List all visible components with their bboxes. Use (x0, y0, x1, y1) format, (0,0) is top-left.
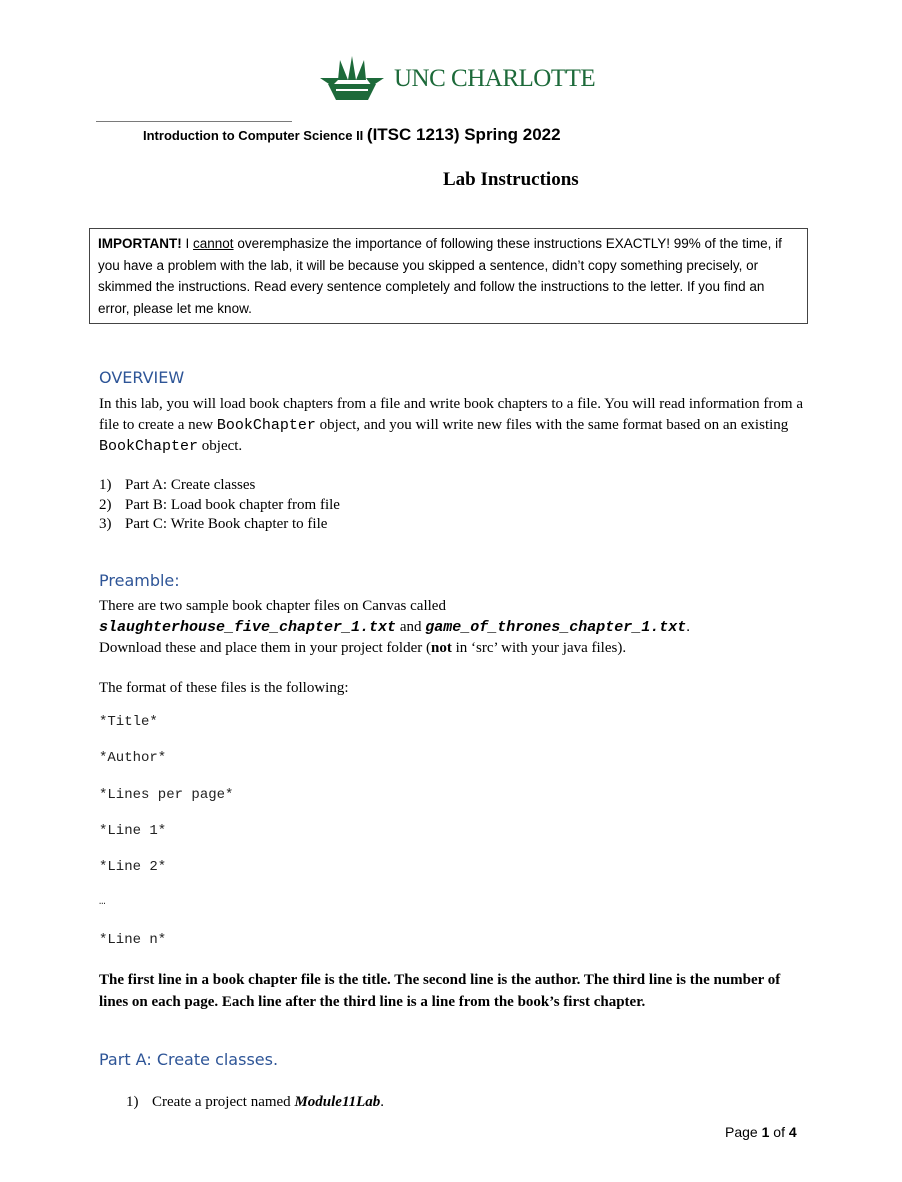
preamble-files-line: slaughterhouse_five_chapter_1.txt and game_of_thrones_chapter_1.txt. (99, 619, 691, 636)
overview-text-2: object, and you will write new files with the same format based on an existing (315, 417, 789, 433)
format-line-1: *Line 1* (99, 823, 167, 839)
file-name-2: game_of_thrones_chapter_1.txt (425, 619, 687, 636)
crown-leaf-icon (318, 56, 386, 102)
preamble-text-1: There are two sample book chapter files on Canvas called (99, 598, 446, 614)
overview-text-3: object. (198, 438, 243, 454)
course-code-term: (ITSC 1213) Spring 2022 (366, 125, 561, 144)
format-ellipsis: … (99, 896, 106, 908)
overview-text-1: In this lab, you will load book chapters from a file and write book chapters to a file. You will read information from a file to create a new (99, 396, 803, 433)
format-line-n: *Line n* (99, 932, 167, 948)
preamble-heading: Preamble: (99, 571, 180, 590)
overview-heading: OVERVIEW (99, 368, 185, 387)
project-name: Module11Lab (294, 1094, 381, 1110)
format-line-lines-per-page: *Lines per page* (99, 787, 234, 803)
preamble-text-2: Download these and place them in your project folder (not in ‘src’ with your java files). (99, 640, 627, 656)
format-intro: The format of these files is the following: (99, 680, 349, 696)
course-name: Introduction to Computer Science II (143, 128, 367, 143)
overview-code-2: BookChapter (99, 438, 199, 455)
part-a-step-1: 1) Create a project named Module11Lab. (126, 1094, 385, 1110)
file-name-1: slaughterhouse_five_chapter_1.txt (99, 619, 397, 636)
overview-list (99, 476, 340, 535)
important-notice-box (89, 228, 808, 324)
course-title (143, 124, 561, 147)
overview-paragraph (99, 394, 811, 457)
list-item: 3) Part C: Write Book chapter to file (99, 516, 328, 532)
university-logo (318, 56, 595, 102)
format-line-author: *Author* (99, 750, 167, 766)
page-title: Lab Instructions (443, 169, 579, 190)
list-item: 1) Part A: Create classes (99, 477, 256, 493)
notice-text-1: I (181, 236, 194, 251)
format-line-2: *Line 2* (99, 859, 167, 875)
format-line-title: *Title* (99, 714, 158, 730)
list-item: 2) Part B: Load book chapter from file (99, 496, 340, 513)
page-number: Page 1 of 4 (725, 1124, 797, 1140)
notice-lead: IMPORTANT! (98, 236, 182, 251)
notice-text-2: overemphasize the importance of following these instructions EXACTLY! 99% of the time, if you have a problem with the lab, it will be because you skipped a sentence, didn’t copy something precisely, or skimmed the instructions. Read every sentence completely and follow the instructions to the letter. If you find an error, please let me know. (98, 236, 782, 316)
notice-underlined: cannot (193, 236, 234, 251)
logo-wordmark: UNC CHARLOTTE (394, 65, 596, 92)
format-description: The first line in a book chapter file is the title. The second line is the author. The third line is the number of lines on each page. Each line after the third line is a line from the book’s first chapter. (99, 972, 781, 1010)
header-divider (96, 121, 292, 122)
part-a-heading: Part A: Create classes. (99, 1050, 279, 1069)
overview-code-1: BookChapter (216, 417, 316, 434)
preamble-paragraph (99, 596, 811, 659)
